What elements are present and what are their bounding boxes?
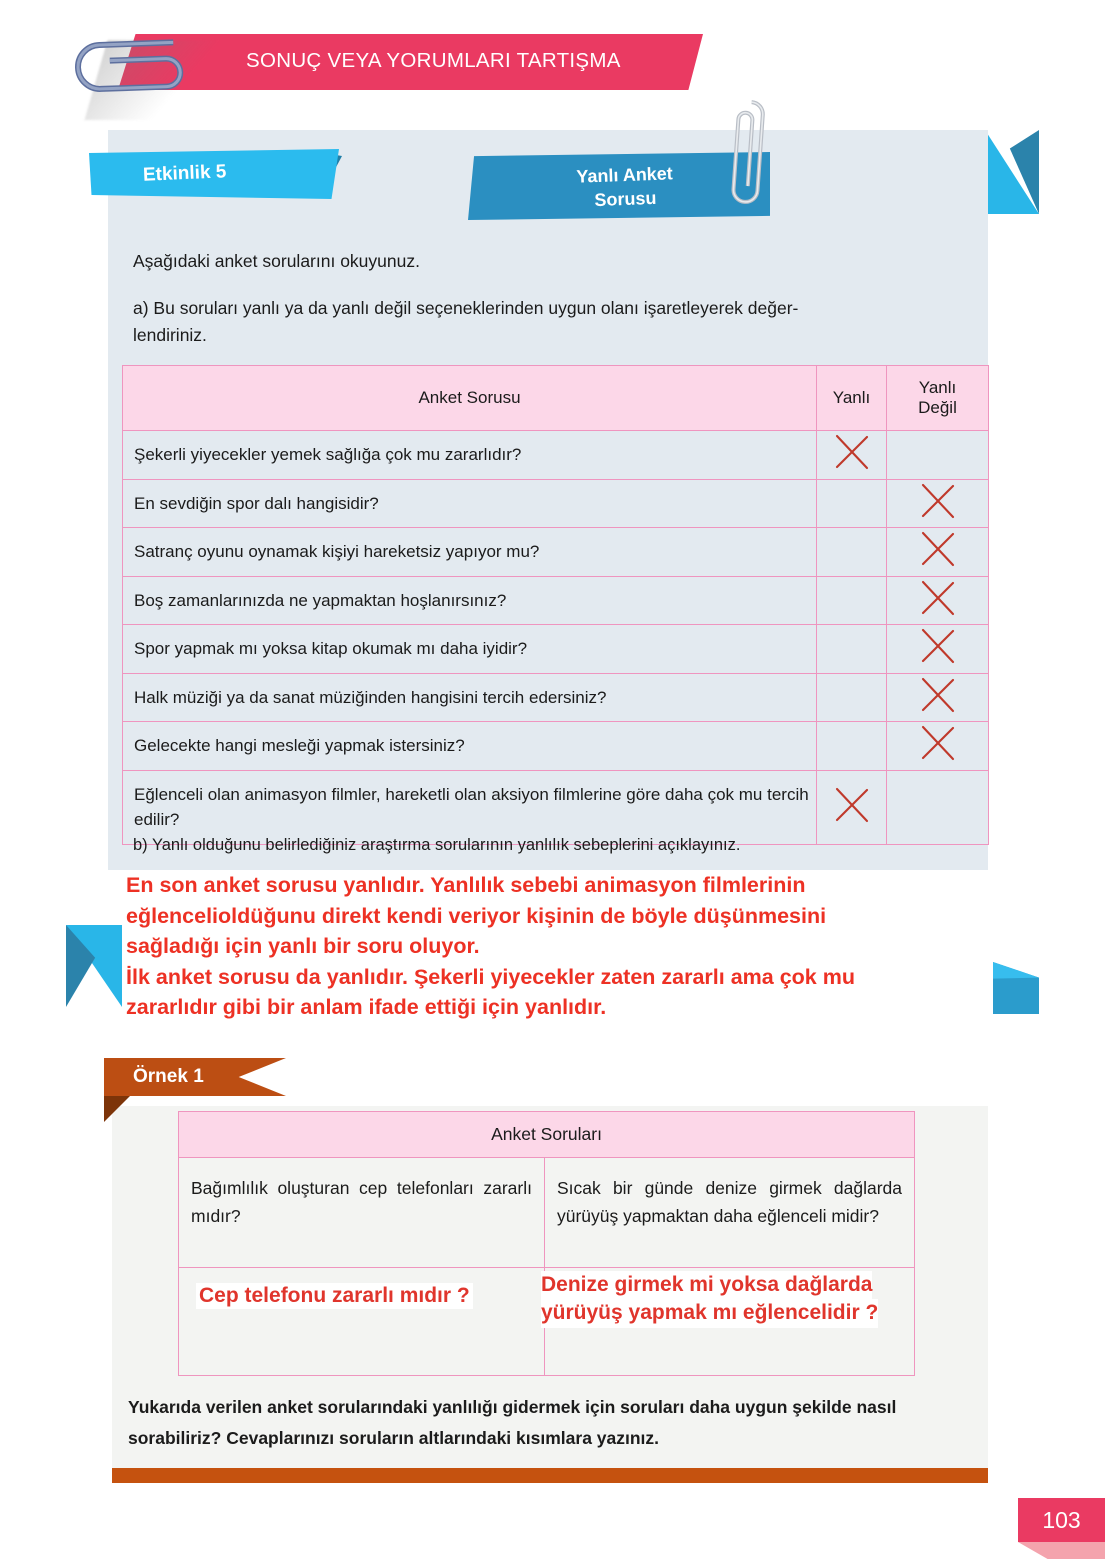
- example-panel-bottom-bar: [112, 1468, 988, 1483]
- answer-line: İlk anket sorusu da yanlıdır. Şekerli yiyecekler zaten zararlı ama çok mu: [126, 964, 855, 989]
- table-row: [123, 431, 989, 480]
- survey-cell-yanli[interactable]: [817, 431, 887, 480]
- survey-cell-yanli[interactable]: [817, 770, 887, 844]
- survey-question: Gelecekte hangi mesleği yapmak istersiniz?: [123, 722, 817, 771]
- table-row: [123, 673, 989, 722]
- example-table-header-row: [179, 1112, 915, 1158]
- survey-table-body: [123, 431, 989, 845]
- activity-question-b: b) Yanlı olduğunu belirlediğiniz araştırma sorularının yanlılık sebeplerini açıklayınız.: [133, 836, 741, 854]
- column-header-yanli: Yanlı: [817, 366, 887, 431]
- survey-cell-yanli[interactable]: [817, 673, 887, 722]
- survey-cell-yanli-degil[interactable]: [887, 576, 989, 625]
- example-tab-label: Örnek 1: [133, 1066, 204, 1087]
- activity-topic-label: Yanlı Anket Sorusu: [576, 163, 674, 211]
- column-header-yanli-degil: Yanlı Değil: [887, 366, 989, 431]
- corner-fold-decoration-top-right: [985, 130, 1039, 214]
- survey-cell-yanli[interactable]: [817, 528, 887, 577]
- survey-question: Eğlenceli olan animasyon filmler, hareketli olan aksiyon filmlerine göre daha çok mu tercih edilir?: [123, 770, 817, 844]
- table-row: [123, 625, 989, 674]
- answer-line: eğlencelioldüğunu direkt kendi veriyor kişinin de böyle düşünmesini: [126, 903, 827, 928]
- example-table-header: Anket Soruları: [179, 1112, 915, 1158]
- survey-cell-yanli[interactable]: [817, 576, 887, 625]
- table-row: [123, 528, 989, 577]
- answer-line: sağladığı için yanlı bir soru oluyor.: [126, 934, 480, 959]
- survey-question: Halk müziği ya da sanat müziğinden hangisini tercih edersiniz?: [123, 673, 817, 722]
- survey-cell-yanli-degil[interactable]: [887, 431, 989, 480]
- student-answer-b: [126, 870, 966, 1023]
- example-student-answer-1: Cep telefonu zararlı mıdır ?: [196, 1283, 473, 1309]
- survey-question: Şekerli yiyecekler yemek sağlığa çok mu zararlıdır?: [123, 431, 817, 480]
- column-header-question: Anket Sorusu: [123, 366, 817, 431]
- table-row: [123, 722, 989, 771]
- survey-question: Spor yapmak mı yoksa kitap okumak mı daha iyidir?: [123, 625, 817, 674]
- corner-fold-decoration-left: [66, 925, 122, 1007]
- paperclip-icon-secondary: [724, 93, 772, 215]
- corner-fold-decoration-right: [993, 962, 1039, 1014]
- activity-question-a: a) Bu soruları yanlı ya da yanlı değil seçeneklerinden uygun olanı işaretleyerek değer- lendiriniz.: [133, 298, 799, 346]
- example-question-row: [179, 1158, 915, 1268]
- example-question-2: Sıcak bir günde denize girmek dağlarda yürüyüş yapmaktan daha eğlenceli midir?: [545, 1158, 915, 1268]
- survey-question: Boş zamanlarınızda ne yapmaktan hoşlanırsınız?: [123, 576, 817, 625]
- survey-question: Satranç oyunu oynamak kişiyi hareketsiz yapıyor mu?: [123, 528, 817, 577]
- activity-intro-text: Aşağıdaki anket sorularını okuyunuz.: [133, 251, 420, 271]
- example-closing-text: Yukarıda verilen anket sorularındaki yanlılığı gidermek için soruları daha uygun şekilde nasıl sorabiliriz? Cevaplarınızı soruların altlarındaki kısımlara yazınız.: [128, 1397, 897, 1448]
- table-row: [123, 479, 989, 528]
- answer-line: zararlıdır gibi bir anlam ifade ettiği için yanlıdır.: [126, 995, 607, 1020]
- example-table: [178, 1111, 915, 1376]
- activity-tab-label: Etkinlik 5: [142, 161, 227, 186]
- survey-cell-yanli[interactable]: [817, 722, 887, 771]
- example-student-answer-2: Denize girmek mi yoksa dağlarda yürüyüş yapmak mı eğlencelidir ?: [541, 1271, 981, 1328]
- survey-cell-yanli-degil[interactable]: [887, 528, 989, 577]
- survey-question: En sevdiğin spor dalı hangisidir?: [123, 479, 817, 528]
- answer-line: En son anket sorusu yanlıdır. Yanlılık sebebi animasyon filmlerinin: [126, 873, 806, 897]
- table-row: [123, 576, 989, 625]
- page-title: SONUÇ VEYA YORUMLARI TARTIŞMA: [246, 49, 621, 72]
- example-question-1: Bağımlılık oluşturan cep telefonları zararlı mıdır?: [179, 1158, 545, 1268]
- survey-cell-yanli-degil[interactable]: [887, 479, 989, 528]
- survey-cell-yanli-degil[interactable]: [887, 770, 989, 844]
- survey-cell-yanli-degil[interactable]: [887, 673, 989, 722]
- survey-cell-yanli-degil[interactable]: [887, 722, 989, 771]
- table-row: [123, 770, 989, 844]
- paperclip-icon: [65, 26, 190, 106]
- survey-cell-yanli-degil[interactable]: [887, 625, 989, 674]
- page-number: 103: [1042, 1507, 1081, 1533]
- table-header-row: [123, 366, 989, 431]
- survey-cell-yanli[interactable]: [817, 625, 887, 674]
- survey-cell-yanli[interactable]: [817, 479, 887, 528]
- page-number-shadow: [1018, 1542, 1105, 1559]
- survey-table: [122, 365, 989, 845]
